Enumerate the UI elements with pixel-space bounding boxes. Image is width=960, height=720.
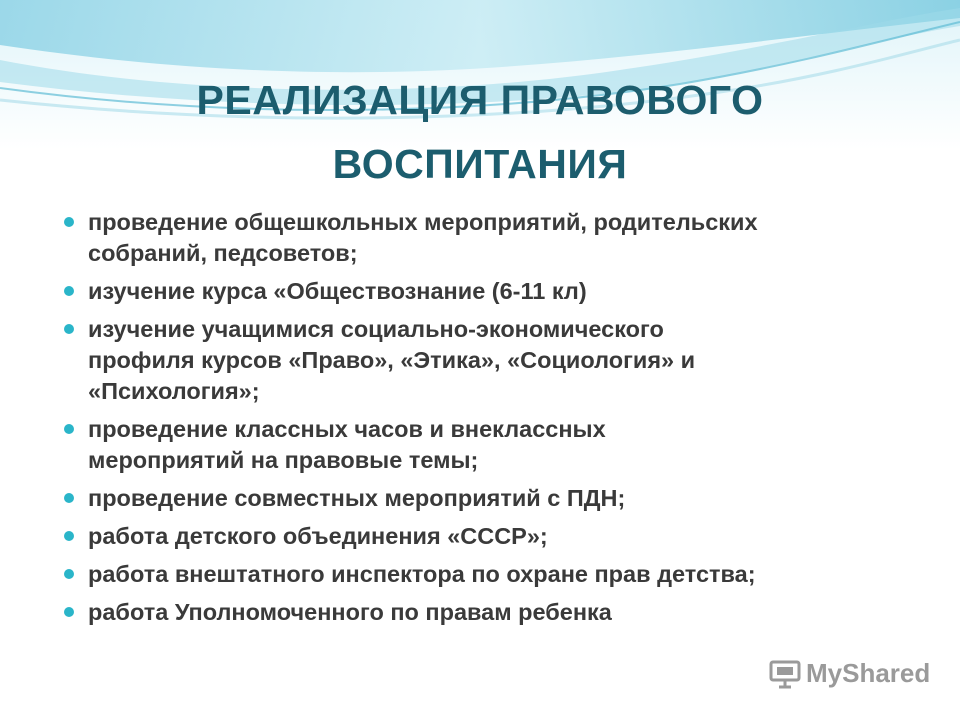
presentation-board-icon bbox=[768, 659, 802, 689]
bullet-item bbox=[62, 483, 932, 514]
bullet-line: изучение учащимися социально-экономического bbox=[88, 316, 664, 342]
bullet-dot-icon bbox=[64, 324, 74, 334]
title-line-1: РЕАЛИЗАЦИЯ ПРАВОВОГО bbox=[196, 77, 764, 123]
bullet-line: изучение курса «Обществознание (6-11 кл) bbox=[88, 278, 587, 304]
bullet-item bbox=[62, 559, 932, 590]
bullet-line: проведение общешкольных мероприятий, родительских bbox=[88, 209, 758, 235]
slide-title bbox=[110, 68, 850, 196]
bullet-dot-icon bbox=[64, 286, 74, 296]
bullet-item bbox=[62, 207, 932, 269]
bullet-line: проведение классных часов и внеклассных bbox=[88, 416, 606, 442]
title-line-2: ВОСПИТАНИЯ bbox=[332, 141, 628, 187]
bullet-dot-icon bbox=[64, 569, 74, 579]
bullet-dot-icon bbox=[64, 607, 74, 617]
bullet-line: профиля курсов «Право», «Этика», «Социология» и bbox=[88, 347, 696, 373]
bullet-dot-icon bbox=[64, 493, 74, 503]
bullet-dot-icon bbox=[64, 531, 74, 541]
myshared-watermark[interactable] bbox=[768, 658, 930, 689]
bullet-list bbox=[62, 207, 932, 635]
bullet-dot-icon bbox=[64, 424, 74, 434]
bullet-line: работа Уполномоченного по правам ребенка bbox=[88, 599, 612, 625]
bullet-line: работа внештатного инспектора по охране прав детства; bbox=[88, 561, 756, 587]
bullet-item bbox=[62, 414, 932, 476]
bullet-line: «Психология»; bbox=[88, 378, 260, 404]
bullet-line: собраний, педсоветов; bbox=[88, 240, 358, 266]
bullet-line: мероприятий на правовые темы; bbox=[88, 447, 479, 473]
bullet-item bbox=[62, 314, 932, 407]
bullet-dot-icon bbox=[64, 217, 74, 227]
watermark-text: MyShared bbox=[806, 658, 931, 688]
bullet-item bbox=[62, 521, 932, 552]
bullet-line: проведение совместных мероприятий с ПДН; bbox=[88, 485, 626, 511]
bullet-item bbox=[62, 276, 932, 307]
bullet-item bbox=[62, 597, 932, 628]
bullet-line: работа детского объединения «СССР»; bbox=[88, 523, 548, 549]
